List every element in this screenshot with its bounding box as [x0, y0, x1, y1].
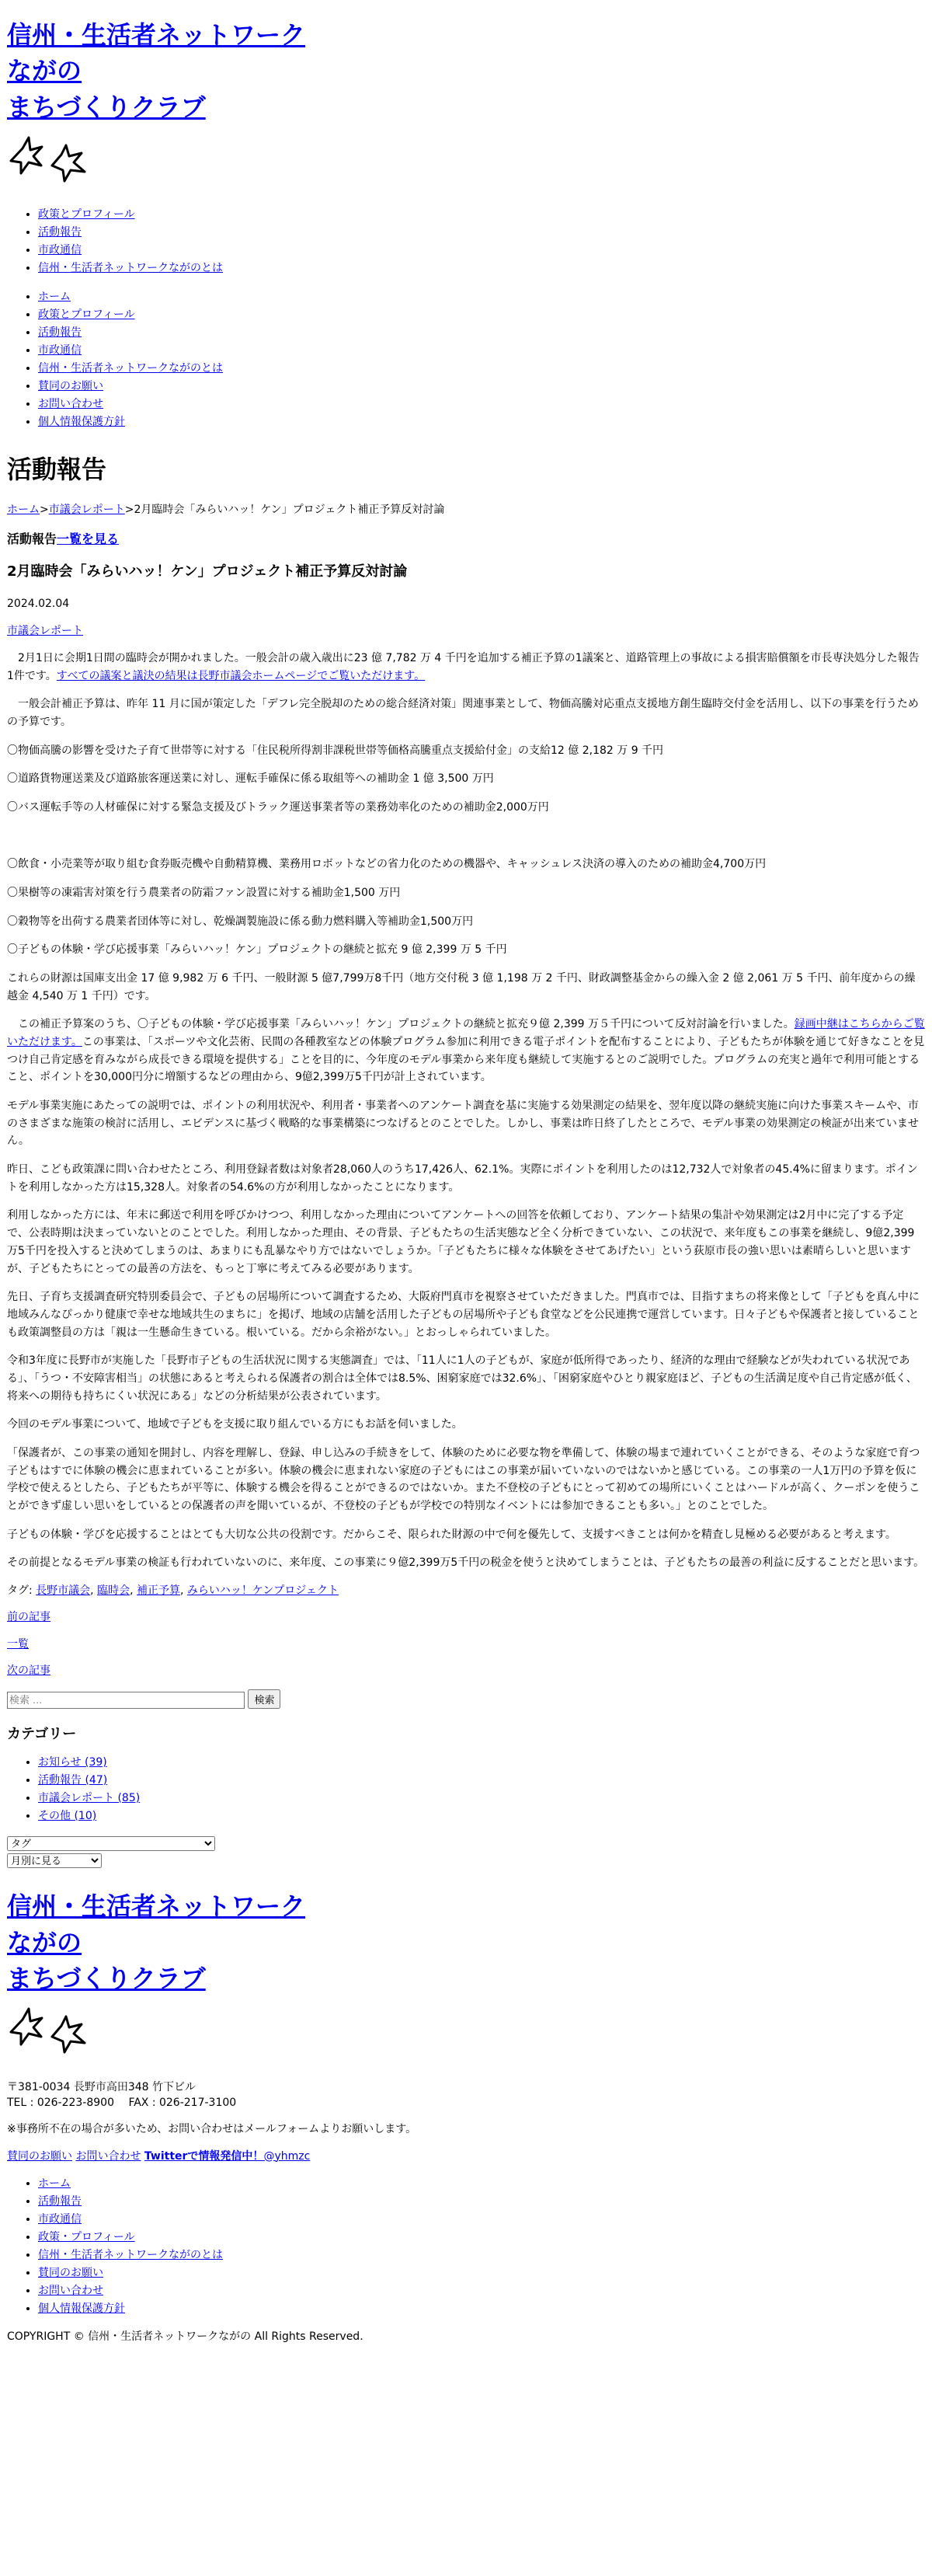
budget-item: 〇バス運転手等の人材確保に対する緊急支援及びトラック運送事業者等の業務効率化のための補助金2,000万円	[7, 801, 549, 814]
main-nav-link[interactable]: 個人情報保護方針	[38, 416, 125, 429]
logo-line[interactable]: まちづくりクラブ	[7, 92, 206, 122]
category-item	[38, 1754, 925, 1772]
footer-nav-item	[38, 2229, 925, 2247]
category-link[interactable]: その他 (10)	[38, 1810, 97, 1823]
budget-item: 〇子どもの体験・学び応援事業「みらいハッ！ケン」プロジェクトの継続と拡充 9 億 2,399 万 5 千円	[7, 943, 507, 957]
council-results-link[interactable]: すべての議案と議決の結果は長野市議会ホームページでご覧いただけます。	[56, 669, 426, 682]
footer-nav-link[interactable]: 活動報告	[38, 2194, 82, 2208]
paragraph: モデル事業実施にあたっての説明では、ポイントの利用状況や、利用者・事業者へのアンケート調査を基に実施する効果測定の結果を、翌年度以降の継続実施に向けた事業スキームや、市のさまざまな施策の検討に活用し、エビデンスに基づく戦略的な事業構築につなげるとのことでした。しかし、事業は昨日終了したところで、モデル事業の効果測定の検証が出来ていません。	[7, 1100, 919, 1148]
footer-nav-link[interactable]: 信州・生活者ネットワークながのとは	[38, 2248, 223, 2261]
footer-nav-item	[38, 2247, 925, 2264]
breadcrumb	[7, 502, 925, 518]
month-select[interactable]	[7, 1853, 102, 1868]
category-list	[7, 1754, 925, 1825]
category-link[interactable]: 活動報告 (47)	[38, 1774, 108, 1787]
main-nav-item	[38, 396, 925, 413]
paragraph: 今回のモデル事業について、地域で子どもを支援に取り組んでいる方にもお話を伺いました。	[7, 1418, 463, 1431]
breadcrumb-category[interactable]: 市議会レポート	[48, 503, 125, 516]
logo-line[interactable]: 信州・生活者ネットワーク	[7, 1891, 306, 1922]
paragraph: これらの財源は国庫支出金 17 億 9,982 万 6 千円、一般財源 5 億7,799万8千円（地方交付税 3 億 1,198 万 2 千円、財政調整基金からの繰入金 2 億 2,061 万 5 千円、前年度からの繰越金 4,540 万 1 千円）です。	[7, 972, 916, 1002]
header-nav-link[interactable]: 活動報告	[38, 226, 82, 239]
budget-item: 〇物価高騰の影響を受けた子育て世帯等に対する「住民税所得割非課税世帯等価格高騰重点支援給付金」の支給12 億 2,182 万 9 千円	[7, 744, 664, 757]
twitter-link[interactable]	[144, 2150, 310, 2163]
tag-separator: ,	[179, 1584, 187, 1597]
footer-contact	[7, 2079, 925, 2111]
search-form	[7, 1689, 925, 1709]
footer-address: 〒381-0034 長野市高田348 竹下ビル	[7, 2080, 196, 2093]
main-nav-link[interactable]: 活動報告	[38, 326, 82, 340]
tag-link[interactable]: 長野市議会	[36, 1584, 91, 1597]
tag-link[interactable]: 補正予算	[136, 1584, 180, 1597]
paragraph: 利用しなかった方には、年末に郵送で利用を呼びかけつつ、利用しなかった理由についてアンケートへの回答を依頼しており、アンケート結果の集計や効果測定は2月中に完了する予定で、公表時期は決まっていないとのことでした。利用しなかった理由、その背景、子どもたちの生活実態など全く分析できていない、この状況で、来年度もこの事業を継続し、9億2,399万5千円を投入すると決めてしまうのは、あまりにも乱暴なやり方ではないでしょうか。「子どもたちに様々な体験をさせてあげたい」という荻原市長の強い思いは素晴らしいと思いますが、子どもたちにとっての最善の方法を、もっと丁寧に考えてみる必要があります。	[7, 1209, 915, 1275]
birds-logo-icon	[7, 2003, 92, 2057]
main-nav-item	[38, 324, 925, 342]
tags-label: タグ:	[7, 1584, 37, 1597]
budget-item: 〇穀物等を出荷する農業者団体等に対し、乾燥調製施設に係る動力燃料購入等補助金1,500万円	[7, 915, 474, 928]
main-nav-link[interactable]: お問い合わせ	[38, 398, 103, 411]
breadcrumb-current: 2月臨時会「みらいハッ！ケン」プロジェクト補正予算反対討論	[134, 503, 445, 516]
footer-nav-item	[38, 2300, 925, 2318]
main-nav-item	[38, 288, 925, 306]
post-body	[7, 650, 925, 1572]
main-nav	[7, 288, 925, 431]
budget-item: 〇道路貨物運送業及び道路旅客運送業に対し、運転手確保に係る取組等への補助金 1 億 3,500 万円	[7, 772, 494, 786]
header-nav-item	[38, 206, 925, 224]
budget-item: 〇果樹等の凍霜害対策を行う農業者の防霜ファン設置に対する補助金1,500 万円	[7, 887, 401, 900]
birds-logo-icon	[7, 131, 92, 186]
logo-line[interactable]: まちづくりクラブ	[7, 1963, 206, 1993]
paragraph: 令和3年度に長野市が実施した「長野市子どもの生活状況に関する実態調査」では、「11人に1人の子どもが、家庭が低所得であったり、経済的な理由で経験などが失われている状況である」、「うつ・不安障害相当」の状態にあると考えられる保護者の割合は全体では8.5%、困窮家庭では32.6%」、「困窮家庭やひとり親家庭ほど、子どもの生活満足度や自己肯定感が低く、将来への期待も持ちにくい状況にある」などの分析結果が公表されています。	[7, 1354, 917, 1403]
main-nav-item	[38, 342, 925, 360]
paragraph: その前提となるモデル事業の検証も行われていないのに、来年度、この事業に９億2,399万5千円の税金を使うと決めてしまうことは、子どもたちの最善の利益に反することだと思います。	[7, 1556, 925, 1570]
footer-nav-link[interactable]: 個人情報保護方針	[38, 2302, 125, 2315]
header-nav-link[interactable]: 市政通信	[38, 244, 82, 257]
header-nav-item	[38, 242, 925, 260]
main-nav-link[interactable]: 市政通信	[38, 344, 82, 357]
contact-link[interactable]: お問い合わせ	[75, 2149, 141, 2163]
search-button[interactable]: 検索	[248, 1689, 280, 1709]
paragraph: 子どもの体験・学びを応援することはとても大切な公共の役割です。だからこそ、限られた財源の中で何を優先して、支援すべきことは何かを精査し見極める必要があると考えます。	[7, 1528, 896, 1541]
main-nav-link[interactable]: 信州・生活者ネットワークながのとは	[38, 362, 223, 375]
footer-nav-item	[38, 2211, 925, 2229]
category-item	[38, 1772, 925, 1790]
footer-nav-link[interactable]: ホーム	[38, 2177, 71, 2190]
footer-nav-link[interactable]: 市政通信	[38, 2212, 82, 2226]
main-nav-link[interactable]: 政策とプロフィール	[38, 308, 135, 322]
paragraph: 昨日、こども政策課に問い合わせたところ、利用登録者数は対象者28,060人のうち17,426人、62.1%。実際にポイントを利用したのは12,732人で対象者の45.4%に留まります。ポイントを利用しなかった方は15,328人。対象者の54.6%の方が利用しなかったことになります。	[7, 1163, 918, 1194]
paragraph: 先日、子育ち支援調査研究特別委員会で、子どもの居場所について調査するため、大阪府門真市を視察させていただきました。門真市では、目指すまちの将来像として「子どもを真ん中に地域みんなぴっかり健康で幸せな地域共生のまちに」を掲げ、地域の店舗を活用した子どもの居場所や子ども食堂などを公民連携で運営しています。日々子どもや保護者と接していることも政策調整員の方は「親は一生懸命生きている。根いている。だから余裕がない。」とおっしゃられていました。	[7, 1291, 920, 1339]
paragraph-text: 2月1日に会期1日間の臨時会が開かれました。一般会計の歳入歳出に23 億 7,782 万 4 千円を追加する補正予算の1議案と、道路管理上の事故による損害賠償額を市長専決処分した報告1件です。	[7, 652, 920, 682]
section-label: 活動報告	[7, 532, 57, 547]
paragraph-text: この事業は、「スポーツや文化芸術、民間の各種教室などの体験プログラム参加に利用できる電子ポイントを配布することにより、子どもたちが体験を通じて好きなことを見つけ自己肯定感を育みながら成長できる環境を提供する」ことを目的に、今年度のモデル事業から来年度も継続して実施するとのご説明でした。プログラムの充実と過年で利用可能とすること、ポイントを30,000円分に増額するなどの理由から、9億2,399万5千円が計上されています。	[7, 1036, 925, 1084]
main-nav-item	[38, 306, 925, 324]
header-nav	[7, 206, 925, 277]
breadcrumb-home[interactable]: ホーム	[7, 503, 40, 516]
footer-nav-item	[38, 2193, 925, 2211]
paragraph-text: この補正予算案のうち、〇子どもの体験・学び応援事業「みらいハッ！ケン」プロジェクトの継続と拡充９億 2,399 万５千円について反対討論を行いました。	[18, 1018, 795, 1031]
footer-nav-item	[38, 2264, 925, 2282]
footer-nav	[7, 2175, 925, 2318]
twitter-handle: @yhmzc	[263, 2149, 311, 2163]
category-link[interactable]: お知らせ (39)	[38, 1756, 107, 1769]
footer-nav-link[interactable]: 政策・プロフィール	[38, 2230, 135, 2243]
section-heading	[7, 530, 925, 548]
main-nav-item	[38, 378, 925, 396]
paragraph: 「保護者が、この事業の通知を開封し、内容を理解し、登録、申し込みの手続きをして、体験のために必要な物を準備して、体験の場まで連れていくことができる、そのような家庭で育つ子どもはすでに体験の機会に恵まれていることが多い。体験の機会に恵まれない家庭の子どもにはこの事業が届いていないのではないかと感じている。この事業の一人1万円の予算を仮に学校で使えるとしたら、子どもたちが平等に、体験する機会を得ることができるのではないか。また不登校の子どもにとって初めての場所にいくことはハードルが高く、クーポンを使うことができず虚しい思いをしているとの保護者の声を聞いているが、不登校の子どもが学校での特別なイベントには参加できることも多い。」とのことでした。	[7, 1446, 920, 1512]
footer-nav-link[interactable]: お問い合わせ	[38, 2284, 103, 2297]
site-logo[interactable]	[7, 17, 925, 125]
prev-post-link[interactable]: 前の記事	[7, 1611, 50, 1624]
header-nav-item	[38, 260, 925, 277]
tag-link[interactable]: 臨時会	[97, 1584, 130, 1597]
header-nav-link[interactable]: 信州・生活者ネットワークながのとは	[38, 262, 223, 275]
post-date: 2024.02.04	[7, 598, 70, 611]
category-link[interactable]: 市議会レポート (85)	[38, 1792, 141, 1805]
categories-title: カテゴリー	[7, 1726, 77, 1743]
logo-line[interactable]: ながの	[7, 56, 82, 86]
category-item	[38, 1790, 925, 1807]
breadcrumb-separator: >	[40, 503, 49, 516]
main-nav-item	[38, 413, 925, 431]
post-category-link[interactable]: 市議会レポート	[7, 624, 83, 637]
post-title: 2月臨時会「みらいハッ！ケン」プロジェクト補正予算反対討論	[7, 563, 408, 580]
paragraph: 一般会計補正予算は、昨年 11 月に国が策定した「デフレ完全脱却のための総合経済対策」関連事業として、物価高騰対応重点支援地方創生臨時交付金を活用し、以下の事業を行うための予算です。	[7, 698, 919, 729]
tag-separator: ,	[90, 1584, 98, 1597]
site-header	[7, 17, 925, 195]
footer-links	[7, 2149, 925, 2164]
twitter-label: Twitterで情報発信中！	[144, 2149, 264, 2163]
tag-select[interactable]	[7, 1836, 215, 1851]
budget-item: 〇飲食・小売業等が取り組む食券販売機や自動精算機、業務用ロボットなどの省力化のための機器や、キャッシュレス決済の導入のための補助金4,700万円	[7, 858, 767, 871]
header-nav-link[interactable]: 政策とプロフィール	[38, 208, 135, 221]
spacer	[7, 828, 925, 845]
post-list-link[interactable]: 一覧	[7, 1637, 29, 1651]
logo-line[interactable]: 信州・生活者ネットワーク	[7, 20, 306, 50]
breadcrumb-separator: >	[124, 503, 134, 516]
copyright: COPYRIGHT © 信州・生活者ネットワークながの All Rights Reserved.	[7, 2330, 363, 2343]
page-title: 活動報告	[7, 455, 107, 485]
logo-line[interactable]: ながの	[7, 1927, 82, 1957]
footer-logo[interactable]	[7, 1888, 925, 1996]
paragraph	[7, 650, 925, 685]
next-post-link[interactable]: 次の記事	[7, 1664, 50, 1677]
view-list-link[interactable]: 一覧を見る	[57, 532, 120, 547]
category-item	[38, 1807, 925, 1825]
post-tags	[7, 1583, 925, 1598]
paragraph	[7, 1016, 925, 1086]
support-link[interactable]: 賛同のお願い	[7, 2149, 72, 2163]
tag-separator: ,	[130, 1584, 137, 1597]
video-link[interactable]: 録画中継はこちらからご覧いただけます。	[7, 1018, 925, 1049]
footer-tel: TEL : 026-223-8900 FAX : 026-217-3100	[7, 2096, 237, 2109]
footer-nav-link[interactable]: 賛同のお願い	[38, 2266, 103, 2279]
main-nav-link[interactable]: ホーム	[38, 291, 71, 304]
tag-link[interactable]: みらいハッ！ケンプロジェクト	[186, 1584, 339, 1597]
footer-nav-item	[38, 2282, 925, 2300]
main-nav-link[interactable]: 賛同のお願い	[38, 380, 103, 393]
search-input[interactable]	[7, 1692, 245, 1709]
footer-note: ※事務所不在の場合が多いため、お問い合わせはメールフォームよりお願いします。	[7, 2123, 417, 2136]
footer-nav-item	[38, 2175, 925, 2193]
site-footer	[7, 1888, 925, 2344]
header-nav-item	[38, 224, 925, 242]
main-nav-item	[38, 360, 925, 378]
